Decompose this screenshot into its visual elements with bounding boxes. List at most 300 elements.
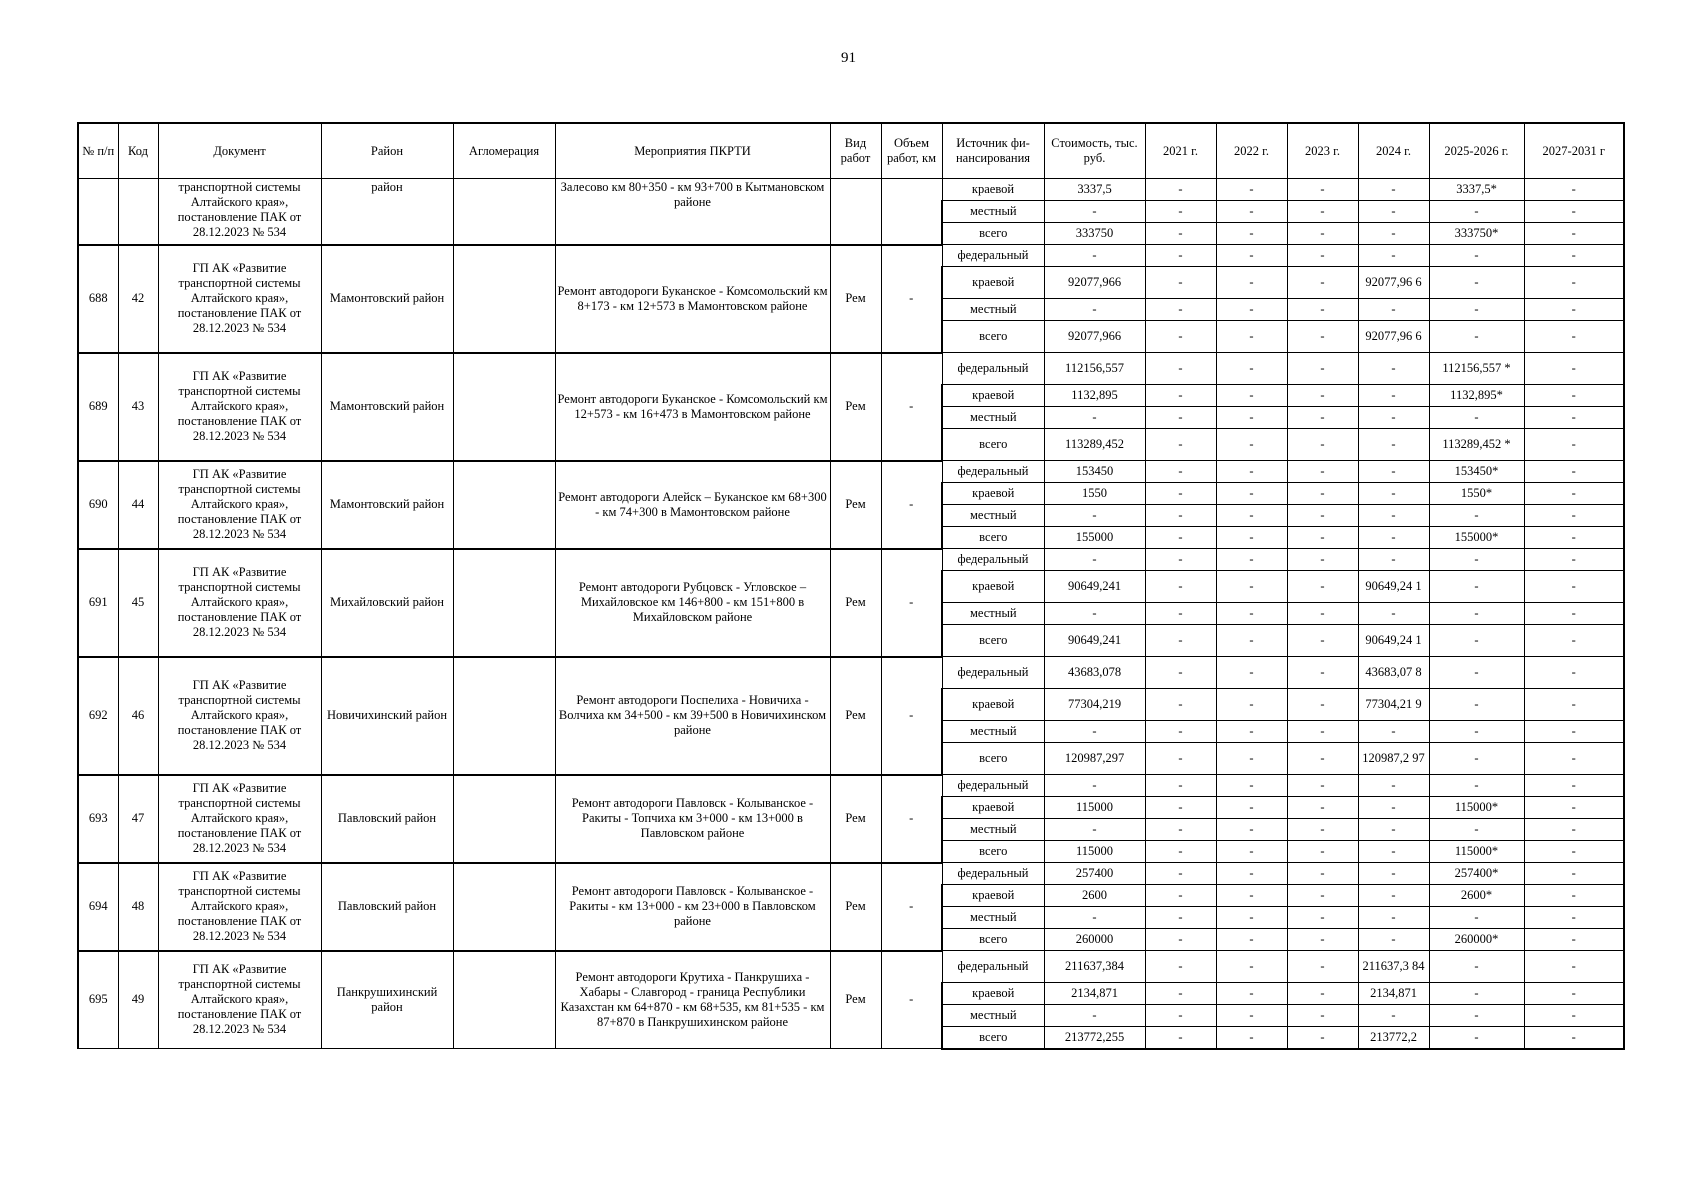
year-2023-value: - (1287, 1027, 1358, 1049)
year-2024-value: - (1358, 527, 1429, 549)
row-code: 44 (118, 461, 158, 549)
year-2027-2031-value: - (1524, 505, 1624, 527)
year-2021-value: - (1145, 743, 1216, 775)
year-2025-2026-value: - (1429, 603, 1524, 625)
budget-table (77, 122, 1625, 1050)
row-code: 46 (118, 657, 158, 775)
year-2023-value: - (1287, 353, 1358, 385)
row-work-type: Рем (830, 461, 881, 549)
year-2024-value: - (1358, 863, 1429, 885)
cost-value: 43683,078 (1044, 657, 1145, 689)
year-2021-value: - (1145, 483, 1216, 505)
row-volume: - (881, 461, 942, 549)
row-volume: - (881, 657, 942, 775)
year-2025-2026-value: 333750* (1429, 223, 1524, 245)
year-2027-2031-value: - (1524, 797, 1624, 819)
year-2022-value: - (1216, 797, 1287, 819)
row-volume (881, 179, 942, 245)
funding-source: краевой (942, 885, 1044, 907)
year-2024-value: - (1358, 201, 1429, 223)
col-header-2024: 2024 г. (1358, 123, 1429, 179)
page-number: 91 (841, 50, 856, 66)
year-2025-2026-value: - (1429, 1027, 1524, 1049)
year-2021-value: - (1145, 863, 1216, 885)
year-2022-value: - (1216, 505, 1287, 527)
col-header-work-type: Вид работ (830, 123, 881, 179)
table-row (78, 245, 1624, 267)
row-activity: Ремонт автодороги Алейск – Буканское км 68+300 - км 74+300 в Мамонтовском районе (555, 461, 830, 549)
row-agglomeration (453, 951, 555, 1049)
year-2021-value: - (1145, 245, 1216, 267)
row-number: 691 (78, 549, 118, 657)
year-2022-value: - (1216, 179, 1287, 201)
year-2024-value: 213772,2 (1358, 1027, 1429, 1049)
year-2021-value: - (1145, 527, 1216, 549)
year-2023-value: - (1287, 571, 1358, 603)
table-row (78, 461, 1624, 483)
funding-source: краевой (942, 689, 1044, 721)
year-2025-2026-value: - (1429, 951, 1524, 983)
year-2024-value: - (1358, 299, 1429, 321)
year-2022-value: - (1216, 1005, 1287, 1027)
year-2025-2026-value: 1132,895* (1429, 385, 1524, 407)
year-2022-value: - (1216, 245, 1287, 267)
funding-source: федеральный (942, 461, 1044, 483)
funding-source: всего (942, 929, 1044, 951)
funding-source: местный (942, 907, 1044, 929)
row-district: Мамонтовский район (321, 461, 453, 549)
year-2021-value: - (1145, 689, 1216, 721)
cost-value: - (1044, 603, 1145, 625)
row-document: ГП АК «Развитие транспортной системы Алтайского края», постановление ПАК от 28.12.2023 № 534 (158, 549, 321, 657)
year-2024-value: - (1358, 483, 1429, 505)
year-2023-value: - (1287, 549, 1358, 571)
cost-value: - (1044, 549, 1145, 571)
year-2025-2026-value: 153450* (1429, 461, 1524, 483)
row-document: ГП АК «Развитие транспортной системы Алтайского края», постановление ПАК от 28.12.2023 № 534 (158, 353, 321, 461)
year-2023-value: - (1287, 983, 1358, 1005)
funding-source: федеральный (942, 549, 1044, 571)
funding-source: краевой (942, 179, 1044, 201)
funding-source: всего (942, 527, 1044, 549)
year-2024-value: 77304,21 9 (1358, 689, 1429, 721)
year-2023-value: - (1287, 461, 1358, 483)
year-2022-value: - (1216, 657, 1287, 689)
year-2025-2026-value: 257400* (1429, 863, 1524, 885)
year-2027-2031-value: - (1524, 223, 1624, 245)
year-2024-value: - (1358, 385, 1429, 407)
year-2023-value: - (1287, 603, 1358, 625)
year-2027-2031-value: - (1524, 721, 1624, 743)
funding-source: всего (942, 841, 1044, 863)
year-2025-2026-value: 113289,452 * (1429, 429, 1524, 461)
year-2027-2031-value: - (1524, 407, 1624, 429)
year-2022-value: - (1216, 429, 1287, 461)
row-activity: Ремонт автодороги Буканское - Комсомольский км 8+173 - км 12+573 в Мамонтовском районе (555, 245, 830, 353)
year-2021-value: - (1145, 267, 1216, 299)
col-header-activity: Мероприятия ПКРТИ (555, 123, 830, 179)
year-2021-value: - (1145, 929, 1216, 951)
year-2021-value: - (1145, 223, 1216, 245)
row-activity: Ремонт автодороги Павловск - Колыванское - Ракиты - км 13+000 - км 23+000 в Павловском районе (555, 863, 830, 951)
row-agglomeration (453, 775, 555, 863)
year-2021-value: - (1145, 819, 1216, 841)
table-row (78, 179, 1624, 201)
table-row (78, 863, 1624, 885)
funding-source: краевой (942, 571, 1044, 603)
row-number (78, 179, 118, 245)
year-2025-2026-value: - (1429, 407, 1524, 429)
row-code: 47 (118, 775, 158, 863)
funding-source: федеральный (942, 951, 1044, 983)
year-2023-value: - (1287, 819, 1358, 841)
year-2023-value: - (1287, 299, 1358, 321)
row-work-type (830, 179, 881, 245)
row-agglomeration (453, 863, 555, 951)
year-2022-value: - (1216, 863, 1287, 885)
row-district: Новичихинский район (321, 657, 453, 775)
year-2025-2026-value: - (1429, 1005, 1524, 1027)
year-2025-2026-value: 115000* (1429, 797, 1524, 819)
row-district: Павловский район (321, 775, 453, 863)
year-2023-value: - (1287, 321, 1358, 353)
year-2025-2026-value: - (1429, 743, 1524, 775)
year-2021-value: - (1145, 951, 1216, 983)
year-2025-2026-value: 260000* (1429, 929, 1524, 951)
row-document: транспортной системы Алтайского края», постановление ПАК от 28.12.2023 № 534 (158, 179, 321, 245)
cost-value: 112156,557 (1044, 353, 1145, 385)
year-2023-value: - (1287, 625, 1358, 657)
year-2023-value: - (1287, 245, 1358, 267)
cost-value: 155000 (1044, 527, 1145, 549)
col-header-2021: 2021 г. (1145, 123, 1216, 179)
year-2027-2031-value: - (1524, 353, 1624, 385)
year-2025-2026-value: 112156,557 * (1429, 353, 1524, 385)
funding-source: местный (942, 505, 1044, 527)
year-2027-2031-value: - (1524, 429, 1624, 461)
row-code: 42 (118, 245, 158, 353)
year-2021-value: - (1145, 625, 1216, 657)
row-document: ГП АК «Развитие транспортной системы Алтайского края», постановление ПАК от 28.12.2023 № 534 (158, 775, 321, 863)
row-volume: - (881, 353, 942, 461)
row-district: Мамонтовский район (321, 353, 453, 461)
year-2021-value: - (1145, 461, 1216, 483)
row-activity: Залесово км 80+350 - км 93+700 в Кытмановском районе (555, 179, 830, 245)
year-2021-value: - (1145, 983, 1216, 1005)
funding-source: краевой (942, 267, 1044, 299)
cost-value: 2134,871 (1044, 983, 1145, 1005)
year-2023-value: - (1287, 407, 1358, 429)
table-body (78, 179, 1624, 1049)
row-activity: Ремонт автодороги Рубцовск - Угловское – Михайловское км 146+800 - км 151+800 в Михайловском районе (555, 549, 830, 657)
cost-value: 115000 (1044, 797, 1145, 819)
cost-value: 333750 (1044, 223, 1145, 245)
cost-value: 1132,895 (1044, 385, 1145, 407)
col-header-volume: Объем работ, км (881, 123, 942, 179)
row-agglomeration (453, 179, 555, 245)
year-2022-value: - (1216, 907, 1287, 929)
row-document: ГП АК «Развитие транспортной системы Алтайского края», постановление ПАК от 28.12.2023 № 534 (158, 657, 321, 775)
col-header-agglomeration: Агломерация (453, 123, 555, 179)
year-2021-value: - (1145, 885, 1216, 907)
year-2025-2026-value: 2600* (1429, 885, 1524, 907)
year-2025-2026-value: 3337,5* (1429, 179, 1524, 201)
year-2024-value: 90649,24 1 (1358, 571, 1429, 603)
cost-value: 90649,241 (1044, 625, 1145, 657)
cost-value: - (1044, 1005, 1145, 1027)
year-2023-value: - (1287, 797, 1358, 819)
row-document: ГП АК «Развитие транспортной системы Алтайского края», постановление ПАК от 28.12.2023 № 534 (158, 245, 321, 353)
funding-source: местный (942, 299, 1044, 321)
funding-source: краевой (942, 385, 1044, 407)
year-2027-2031-value: - (1524, 483, 1624, 505)
year-2021-value: - (1145, 907, 1216, 929)
row-district: Михайловский район (321, 549, 453, 657)
year-2027-2031-value: - (1524, 775, 1624, 797)
year-2023-value: - (1287, 929, 1358, 951)
cost-value: 3337,5 (1044, 179, 1145, 201)
year-2024-value: 120987,2 97 (1358, 743, 1429, 775)
cost-value: - (1044, 819, 1145, 841)
year-2024-value: 211637,3 84 (1358, 951, 1429, 983)
year-2021-value: - (1145, 549, 1216, 571)
year-2021-value: - (1145, 321, 1216, 353)
year-2027-2031-value: - (1524, 929, 1624, 951)
row-code: 45 (118, 549, 158, 657)
funding-source: краевой (942, 797, 1044, 819)
cost-value: - (1044, 505, 1145, 527)
row-number: 695 (78, 951, 118, 1049)
funding-source: всего (942, 743, 1044, 775)
year-2023-value: - (1287, 1005, 1358, 1027)
year-2024-value: - (1358, 505, 1429, 527)
row-volume: - (881, 951, 942, 1049)
year-2025-2026-value: - (1429, 907, 1524, 929)
funding-source: федеральный (942, 657, 1044, 689)
row-number: 689 (78, 353, 118, 461)
year-2023-value: - (1287, 721, 1358, 743)
year-2023-value: - (1287, 223, 1358, 245)
row-code: 48 (118, 863, 158, 951)
row-agglomeration (453, 549, 555, 657)
year-2027-2031-value: - (1524, 179, 1624, 201)
row-volume: - (881, 549, 942, 657)
year-2022-value: - (1216, 223, 1287, 245)
row-work-type: Рем (830, 549, 881, 657)
row-number: 693 (78, 775, 118, 863)
row-activity: Ремонт автодороги Павловск - Колыванское - Ракиты - Топчиха км 3+000 - км 13+000 в Павловском районе (555, 775, 830, 863)
year-2025-2026-value: - (1429, 245, 1524, 267)
funding-source: местный (942, 201, 1044, 223)
cost-value: - (1044, 907, 1145, 929)
year-2021-value: - (1145, 603, 1216, 625)
year-2021-value: - (1145, 775, 1216, 797)
funding-source: федеральный (942, 245, 1044, 267)
year-2022-value: - (1216, 951, 1287, 983)
row-district: Мамонтовский район (321, 245, 453, 353)
year-2021-value: - (1145, 505, 1216, 527)
year-2022-value: - (1216, 743, 1287, 775)
year-2024-value: - (1358, 797, 1429, 819)
row-agglomeration (453, 461, 555, 549)
year-2023-value: - (1287, 505, 1358, 527)
year-2027-2031-value: - (1524, 625, 1624, 657)
year-2024-value: - (1358, 223, 1429, 245)
year-2022-value: - (1216, 385, 1287, 407)
col-header-num: № п/п (78, 123, 118, 179)
year-2025-2026-value: - (1429, 321, 1524, 353)
cost-value: - (1044, 201, 1145, 223)
year-2025-2026-value: - (1429, 201, 1524, 223)
year-2025-2026-value: - (1429, 819, 1524, 841)
year-2024-value: - (1358, 1005, 1429, 1027)
col-header-district: Район (321, 123, 453, 179)
year-2027-2031-value: - (1524, 1027, 1624, 1049)
year-2024-value: 43683,07 8 (1358, 657, 1429, 689)
year-2025-2026-value: 1550* (1429, 483, 1524, 505)
year-2021-value: - (1145, 841, 1216, 863)
year-2027-2031-value: - (1524, 1005, 1624, 1027)
year-2024-value: - (1358, 461, 1429, 483)
table-row (78, 951, 1624, 983)
cost-value: 211637,384 (1044, 951, 1145, 983)
row-agglomeration (453, 353, 555, 461)
year-2021-value: - (1145, 797, 1216, 819)
year-2022-value: - (1216, 461, 1287, 483)
cost-value: - (1044, 245, 1145, 267)
col-header-2025-2026: 2025-2026 г. (1429, 123, 1524, 179)
year-2023-value: - (1287, 201, 1358, 223)
row-work-type: Рем (830, 353, 881, 461)
cost-value: 213772,255 (1044, 1027, 1145, 1049)
year-2025-2026-value: - (1429, 657, 1524, 689)
year-2024-value: - (1358, 407, 1429, 429)
year-2022-value: - (1216, 549, 1287, 571)
year-2024-value: - (1358, 179, 1429, 201)
table-row (78, 657, 1624, 689)
year-2024-value: - (1358, 775, 1429, 797)
year-2024-value: - (1358, 603, 1429, 625)
year-2022-value: - (1216, 689, 1287, 721)
row-work-type: Рем (830, 863, 881, 951)
year-2021-value: - (1145, 407, 1216, 429)
row-volume: - (881, 245, 942, 353)
cost-value: 2600 (1044, 885, 1145, 907)
funding-source: краевой (942, 983, 1044, 1005)
year-2027-2031-value: - (1524, 743, 1624, 775)
year-2021-value: - (1145, 201, 1216, 223)
row-volume: - (881, 863, 942, 951)
year-2027-2031-value: - (1524, 841, 1624, 863)
year-2023-value: - (1287, 657, 1358, 689)
year-2025-2026-value: - (1429, 625, 1524, 657)
year-2023-value: - (1287, 689, 1358, 721)
cost-value: 153450 (1044, 461, 1145, 483)
year-2023-value: - (1287, 951, 1358, 983)
year-2025-2026-value: - (1429, 549, 1524, 571)
funding-source: всего (942, 429, 1044, 461)
year-2023-value: - (1287, 885, 1358, 907)
funding-source: всего (942, 625, 1044, 657)
year-2023-value: - (1287, 527, 1358, 549)
year-2021-value: - (1145, 571, 1216, 603)
year-2022-value: - (1216, 885, 1287, 907)
year-2022-value: - (1216, 1027, 1287, 1049)
row-activity: Ремонт автодороги Крутиха - Панкрушиха - Хабары - Славгород - граница Республики Казахстан км 64+870 - км 68+535, км 81+535 - км 87+870 в Панкрушихинском районе (555, 951, 830, 1049)
header-row (78, 123, 1624, 179)
year-2027-2031-value: - (1524, 245, 1624, 267)
year-2024-value: - (1358, 841, 1429, 863)
year-2027-2031-value: - (1524, 201, 1624, 223)
year-2022-value: - (1216, 775, 1287, 797)
year-2024-value: 90649,24 1 (1358, 625, 1429, 657)
year-2027-2031-value: - (1524, 657, 1624, 689)
year-2022-value: - (1216, 819, 1287, 841)
funding-source: местный (942, 407, 1044, 429)
year-2027-2031-value: - (1524, 819, 1624, 841)
year-2021-value: - (1145, 385, 1216, 407)
year-2024-value: - (1358, 549, 1429, 571)
cost-value: - (1044, 407, 1145, 429)
year-2023-value: - (1287, 775, 1358, 797)
year-2027-2031-value: - (1524, 907, 1624, 929)
row-number: 694 (78, 863, 118, 951)
year-2024-value: 92077,96 6 (1358, 321, 1429, 353)
cost-value: - (1044, 299, 1145, 321)
year-2027-2031-value: - (1524, 603, 1624, 625)
year-2027-2031-value: - (1524, 549, 1624, 571)
year-2025-2026-value: - (1429, 983, 1524, 1005)
year-2022-value: - (1216, 353, 1287, 385)
year-2027-2031-value: - (1524, 863, 1624, 885)
year-2027-2031-value: - (1524, 527, 1624, 549)
year-2024-value: - (1358, 885, 1429, 907)
year-2024-value: - (1358, 353, 1429, 385)
year-2022-value: - (1216, 527, 1287, 549)
year-2021-value: - (1145, 657, 1216, 689)
col-header-funding-source: Источник фи-нансирования (942, 123, 1044, 179)
cost-value: 77304,219 (1044, 689, 1145, 721)
year-2024-value: - (1358, 245, 1429, 267)
funding-source: федеральный (942, 353, 1044, 385)
year-2021-value: - (1145, 1005, 1216, 1027)
cost-value: 92077,966 (1044, 321, 1145, 353)
col-header-2023: 2023 г. (1287, 123, 1358, 179)
year-2022-value: - (1216, 407, 1287, 429)
col-header-cost: Стоимость, тыс. руб. (1044, 123, 1145, 179)
year-2024-value: - (1358, 819, 1429, 841)
cost-value: 92077,966 (1044, 267, 1145, 299)
cost-value: 113289,452 (1044, 429, 1145, 461)
year-2022-value: - (1216, 483, 1287, 505)
year-2025-2026-value: - (1429, 267, 1524, 299)
cost-value: - (1044, 721, 1145, 743)
cost-value: 115000 (1044, 841, 1145, 863)
year-2022-value: - (1216, 983, 1287, 1005)
row-document: ГП АК «Развитие транспортной системы Алтайского края», постановление ПАК от 28.12.2023 № 534 (158, 863, 321, 951)
row-document: ГП АК «Развитие транспортной системы Алтайского края», постановление ПАК от 28.12.2023 № 534 (158, 461, 321, 549)
funding-source: краевой (942, 483, 1044, 505)
year-2024-value: - (1358, 907, 1429, 929)
row-district: район (321, 179, 453, 245)
year-2025-2026-value: 155000* (1429, 527, 1524, 549)
year-2027-2031-value: - (1524, 321, 1624, 353)
year-2027-2031-value: - (1524, 983, 1624, 1005)
col-header-document: Документ (158, 123, 321, 179)
col-header-2027-2031: 2027-2031 г (1524, 123, 1624, 179)
funding-source: местный (942, 819, 1044, 841)
col-header-2022: 2022 г. (1216, 123, 1287, 179)
